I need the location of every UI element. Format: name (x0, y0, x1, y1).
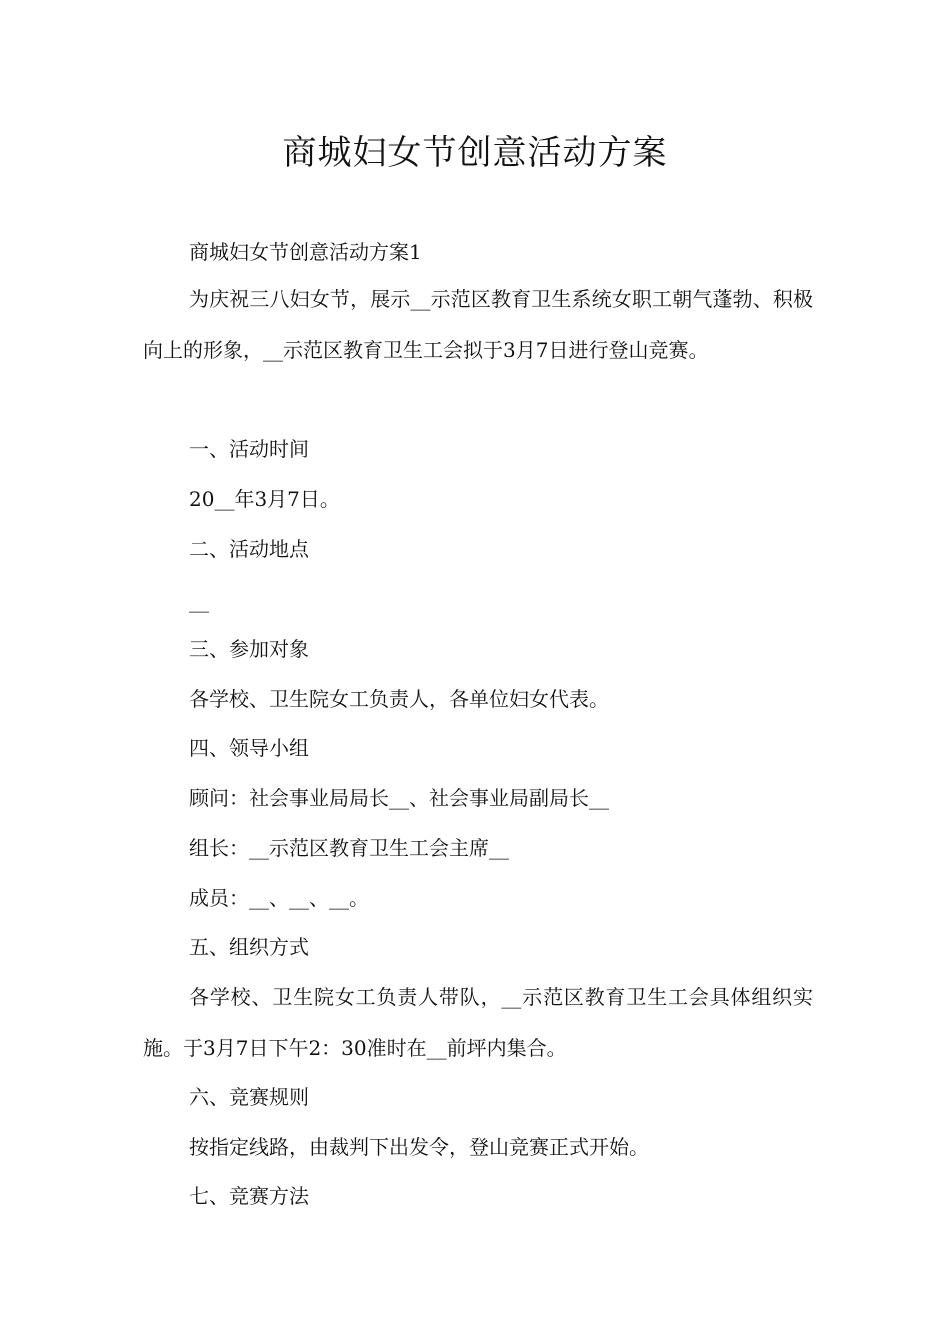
section-2-heading: 二、活动地点 (189, 537, 309, 561)
section-4-members: 成员：__、__、__。 (189, 886, 369, 910)
section-4-leader: 组长：__示范区教育卫生工会主席__ (189, 836, 509, 860)
section-5-body: 各学校、卫生院女工负责人带队，__示范区教育卫生工会具体组织实施。于3月7日下午2：30准时在__前坪内集合。 (143, 985, 813, 1060)
section-3-heading: 三、参加对象 (189, 637, 309, 661)
section-2-body: __ (189, 589, 209, 613)
section-3-body: 各学校、卫生院女工负责人，各单位妇女代表。 (189, 687, 609, 711)
section-6-body: 按指定线路，由裁判下出发令，登山竞赛正式开始。 (189, 1135, 649, 1159)
section-4-adviser: 顾问：社会事业局局长__、社会事业局副局长__ (189, 786, 609, 810)
section-1-heading: 一、活动时间 (189, 437, 309, 461)
section-1-body: 20__年3月7日。 (189, 487, 340, 511)
document-subtitle: 商城妇女节创意活动方案1 (189, 240, 422, 264)
section-7-heading: 七、竞赛方法 (189, 1184, 309, 1208)
intro-paragraph: 为庆祝三八妇女节，展示__示范区教育卫生系统女职工朝气蓬勃、积极向上的形象，__示范区教育卫生工会拟于3月7日进行登山竞赛。 (143, 287, 813, 362)
section-5-heading: 五、组织方式 (189, 935, 309, 959)
section-4-heading: 四、领导小组 (189, 736, 309, 760)
document-title: 商城妇女节创意活动方案 (282, 133, 668, 173)
section-6-heading: 六、竞赛规则 (189, 1085, 309, 1109)
